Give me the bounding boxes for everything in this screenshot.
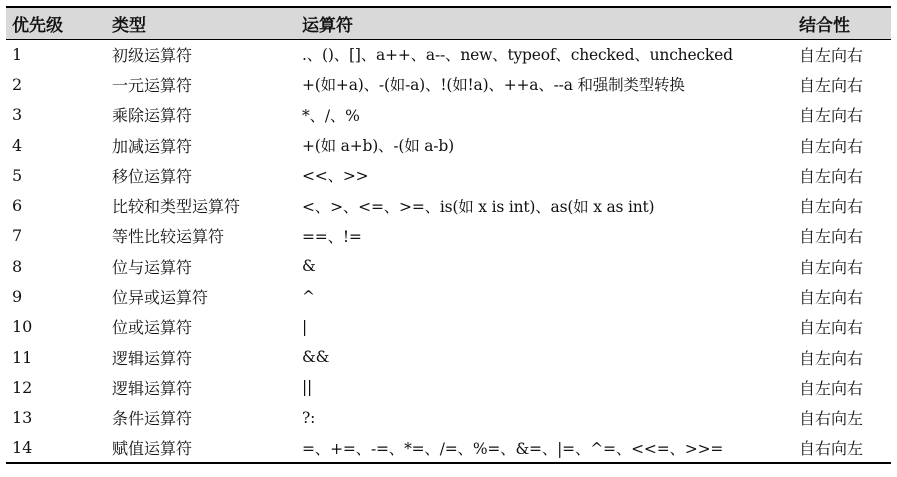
cell-type: 逻辑运算符 <box>112 378 193 398</box>
cell-operators: ?: <box>302 408 316 427</box>
cell-associativity: 自左向右 <box>799 166 864 186</box>
cell-type: 位或运算符 <box>112 318 193 338</box>
cell-priority: 14 <box>6 433 106 463</box>
cell-type: 逻辑运算符 <box>112 348 193 368</box>
cell-type: 一元运算符 <box>112 75 193 95</box>
cell-operators: | <box>302 317 308 336</box>
table-row <box>6 403 891 433</box>
header-row <box>6 7 891 39</box>
cell-priority: 13 <box>12 408 33 428</box>
cell-priority: 5 <box>12 165 23 185</box>
cell-priority: 12 <box>12 377 33 397</box>
cell-associativity: 自左向右 <box>799 348 864 368</box>
cell-type: 赋值运算符 <box>106 433 296 463</box>
table-row <box>6 160 891 190</box>
cell-operators: =、+=、-=、*=、/=、%=、&=、|=、^=、<<=、>>= <box>296 433 793 463</box>
cell-associativity: 自左向右 <box>799 288 864 308</box>
cell-operators: && <box>302 348 330 367</box>
cell-priority: 11 <box>12 347 33 367</box>
cell-priority: 4 <box>12 135 23 155</box>
cell-type: 等性比较运算符 <box>112 227 225 247</box>
table-row <box>6 100 891 130</box>
cell-priority: 1 <box>12 44 23 64</box>
table-row <box>6 69 891 99</box>
header-priority: 优先级 <box>6 7 106 39</box>
cell-operators: +(如 a+b)、-(如 a-b) <box>302 137 454 156</box>
cell-operators: <、>、<=、>=、is(如 x is int)、as(如 x as int) <box>302 197 655 216</box>
cell-associativity: 自左向右 <box>799 318 864 338</box>
cell-operators: .、()、[]、a++、a--、new、typeof、checked、unchecked <box>302 46 733 65</box>
table-row <box>6 312 891 342</box>
cell-associativity: 自右向左 <box>799 409 864 429</box>
cell-priority: 8 <box>12 256 23 276</box>
table-row <box>6 39 891 69</box>
cell-type: 条件运算符 <box>112 409 193 429</box>
cell-associativity: 自左向右 <box>799 45 864 65</box>
table-row <box>6 130 891 160</box>
cell-operators: & <box>302 257 316 276</box>
cell-operators: <<、>> <box>302 167 369 186</box>
header-operators: 运算符 <box>296 7 793 39</box>
header-associativity: 结合性 <box>793 7 891 39</box>
cell-type: 初级运算符 <box>112 45 193 65</box>
cell-associativity: 自左向右 <box>799 257 864 277</box>
cell-priority: 10 <box>12 317 33 337</box>
table-row <box>6 342 891 372</box>
table-row <box>6 251 891 281</box>
cell-associativity: 自左向右 <box>799 378 864 398</box>
cell-priority: 6 <box>12 196 23 216</box>
table-row <box>6 221 891 251</box>
cell-associativity: 自左向右 <box>799 136 864 156</box>
header-type: 类型 <box>106 7 296 39</box>
cell-type: 加减运算符 <box>112 136 193 156</box>
cell-operators: ^ <box>302 287 315 306</box>
cell-associativity: 自左向右 <box>799 106 864 126</box>
table-row <box>6 433 891 463</box>
cell-type: 移位运算符 <box>112 166 193 186</box>
cell-operators: || <box>302 378 313 397</box>
cell-priority: 9 <box>12 287 23 307</box>
table-row <box>6 281 891 311</box>
table-row <box>6 190 891 220</box>
operator-precedence-table-container <box>6 6 891 464</box>
cell-associativity: 自左向右 <box>799 227 864 247</box>
cell-priority: 7 <box>12 226 23 246</box>
table-body <box>6 39 891 463</box>
cell-associativity: 自左向右 <box>799 197 864 217</box>
table-header <box>6 7 891 39</box>
cell-operators: ==、!= <box>302 227 362 246</box>
cell-associativity: 自右向左 <box>793 433 891 463</box>
cell-associativity: 自左向右 <box>799 75 864 95</box>
cell-type: 位异或运算符 <box>112 288 209 308</box>
table-row <box>6 372 891 402</box>
cell-operators: *、/、% <box>302 106 360 125</box>
cell-priority: 2 <box>12 74 23 94</box>
cell-priority: 3 <box>12 105 23 125</box>
cell-type: 比较和类型运算符 <box>112 197 241 217</box>
cell-operators: +(如+a)、-(如-a)、!(如!a)、++a、--a 和强制类型转换 <box>302 76 685 95</box>
operator-precedence-table <box>6 6 891 464</box>
cell-type: 乘除运算符 <box>112 106 193 126</box>
cell-type: 位与运算符 <box>112 257 193 277</box>
